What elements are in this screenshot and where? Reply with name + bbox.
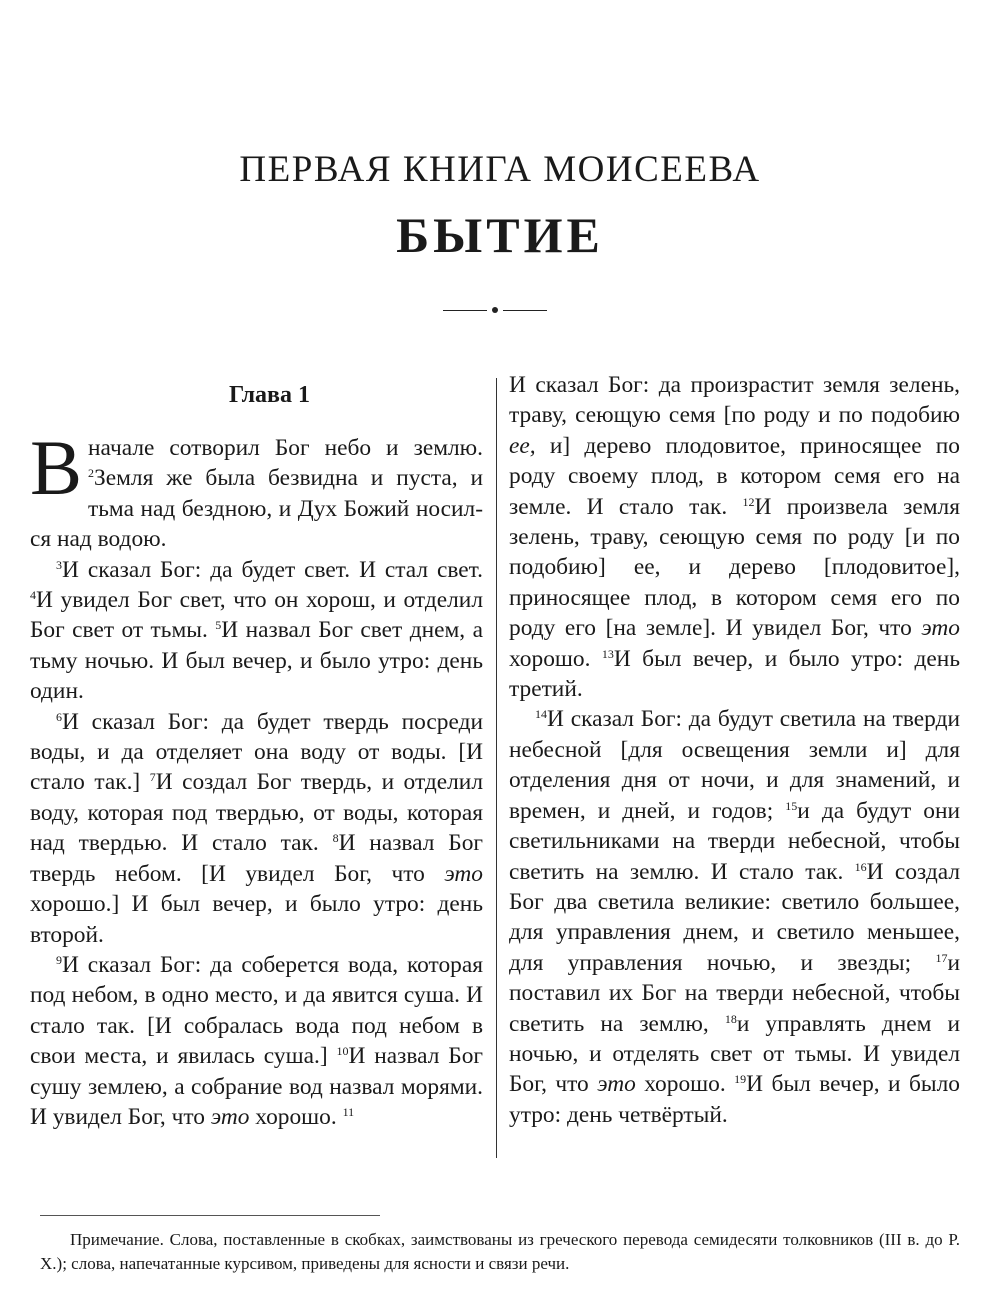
drop-cap: В [30,424,83,511]
verse-number: 6 [56,709,62,724]
column-divider [496,378,497,1158]
verse-12-part-a: И произвела земля зелень, траву, сеющую семя по роду [и по подобию] ее, и дерево [плодовитое], приносящее плод, в котором семя его по роду его [на земле]. И увидел Бог, что [509,493,960,642]
verse-12-part-b: хорошо. [509,645,591,672]
verse-9: И сказал Бог: да соберется вода, которая под небом, в одно место, и да явится суша. И стало так. [И собралась вода под небом в свои места, и явилась суша.] [30,951,483,1070]
chapter-heading: Глава 1 [229,382,310,408]
verse-15: и да будут они светильниками на тверди небесной, чтобы светить на землю. И стало так. [509,797,960,885]
verse-number: 19 [734,1072,747,1087]
verse-8-italic: это [444,860,483,887]
verse-3: И сказал Бог: да будет свет. И стал свет. [62,556,483,583]
verse-number: 11 [342,1104,355,1119]
verse-number: 16 [854,859,867,874]
verse-number: 4 [30,588,36,603]
verse-10-part-b: хорошо. [255,1103,337,1130]
verse-number: 14 [535,707,547,722]
verse-number: 17 [935,950,948,965]
paragraph-2 [30,555,483,707]
verse-12-italic: это [921,615,960,642]
verse-number: 18 [724,1011,737,1026]
verse-13: И был вечер, и было утро: день третий. [509,645,960,703]
verse-17: и поставил их Бог на тверди небесной, чтобы светить на землю, [509,949,960,1037]
verse-11-part-b: и] дерево плодовитое, приносящее по роду своему плод, в котором семя его на земле. И стало так. [509,432,960,520]
verse-number: 7 [149,770,156,785]
book-title: ПЕРВАЯ КНИГА МОИСЕЕВА [239,149,761,190]
verse-number: 9 [56,952,62,967]
verse-19: И был вечер, и было утро: день четвёртый. [509,1071,960,1128]
paragraph-4 [30,950,483,1132]
verse-18-part-a: и управлять днем и ночью, и отделять свет от тьмы. И увидел Бог, что [509,1010,960,1098]
verse-14: И сказал Бог: да будут светила на тверди небесной [для освещения земли и] для отделения дня от ночи, и для знамений, и времен, и дней, и годов; [509,706,960,824]
verse-8-part-a: И назвал Бог твердь небом. [И увидел Бог, что [30,830,483,887]
paragraph-3 [30,707,483,950]
verse-8-part-b: хорошо.] И был вечер, и было утро: день второй. [30,891,483,948]
verse-11-italic: ее, [509,432,536,459]
verse-number: 5 [215,618,222,633]
verse-number: 10 [336,1044,349,1059]
verse-5: И назвал Бог свет днем, а тьму ночью. И был вечер, и было утро: день один. [30,617,483,705]
verse-number: 12 [742,494,755,509]
book-name: БЫТИЕ [396,207,604,263]
verse-number: 3 [56,557,62,572]
ornament-divider [443,304,547,318]
verse-11-part-a: И сказал Бог: да произрастит земля зелень, траву, сеющую семя [по роду и по подобию [509,372,960,429]
verse-number: 2 [88,466,95,481]
verse-16: И создал Бог два светила великие: светило большее, для управления днем, и светило меньшее, для управления ночью, и звезды; [509,858,960,976]
verse-18-part-b: хорошо. [644,1071,726,1098]
verse-number: 8 [332,831,339,846]
paragraph-1 [30,424,483,555]
verse-number: 15 [785,798,798,813]
paragraph-4-continued [509,370,960,704]
title-block [0,140,1000,270]
footnote-rule [40,1215,380,1216]
verse-2: Земля же была безвидна и пуста, и тьма над бездною, и Дух Божий носился над водою. [30,465,483,553]
text-column-left [30,378,483,1132]
footnote: Примечание. Слова, поставленные в скобках, заимствованы из греческого перевода семидесяти толковников (III в. до Р. Х.); слова, напечатанные курсивом, приведены для ясности и связи речи. [40,1230,960,1273]
verse-4: И увидел Бог свет, что он хорош, и отделил Бог свет от тьмы. [30,587,483,644]
text-column-right [509,370,960,1130]
ornament-dot [492,307,498,313]
verse-10-part-a: И назвал Бог сушу землею, а собрание вод назвал морями. И увидел Бог, что [30,1043,483,1130]
ornament-line-left [443,310,487,311]
paragraph-5 [509,704,960,1130]
verse-6: И сказал Бог: да будет твердь посреди воды, и да отделяет она воду от воды. [И стало так.] [30,708,483,796]
verse-18-italic: это [597,1071,636,1098]
verse-number: 13 [601,646,614,661]
verse-10-italic: это [210,1103,250,1130]
verse-7: И создал Бог твердь, и отделил воду, которая под твердью, от воды, которая над твердью. И стало так. [30,769,483,857]
ornament-line-right [503,310,547,311]
verse-1: начале сотворил Бог небо и землю. [88,435,483,461]
